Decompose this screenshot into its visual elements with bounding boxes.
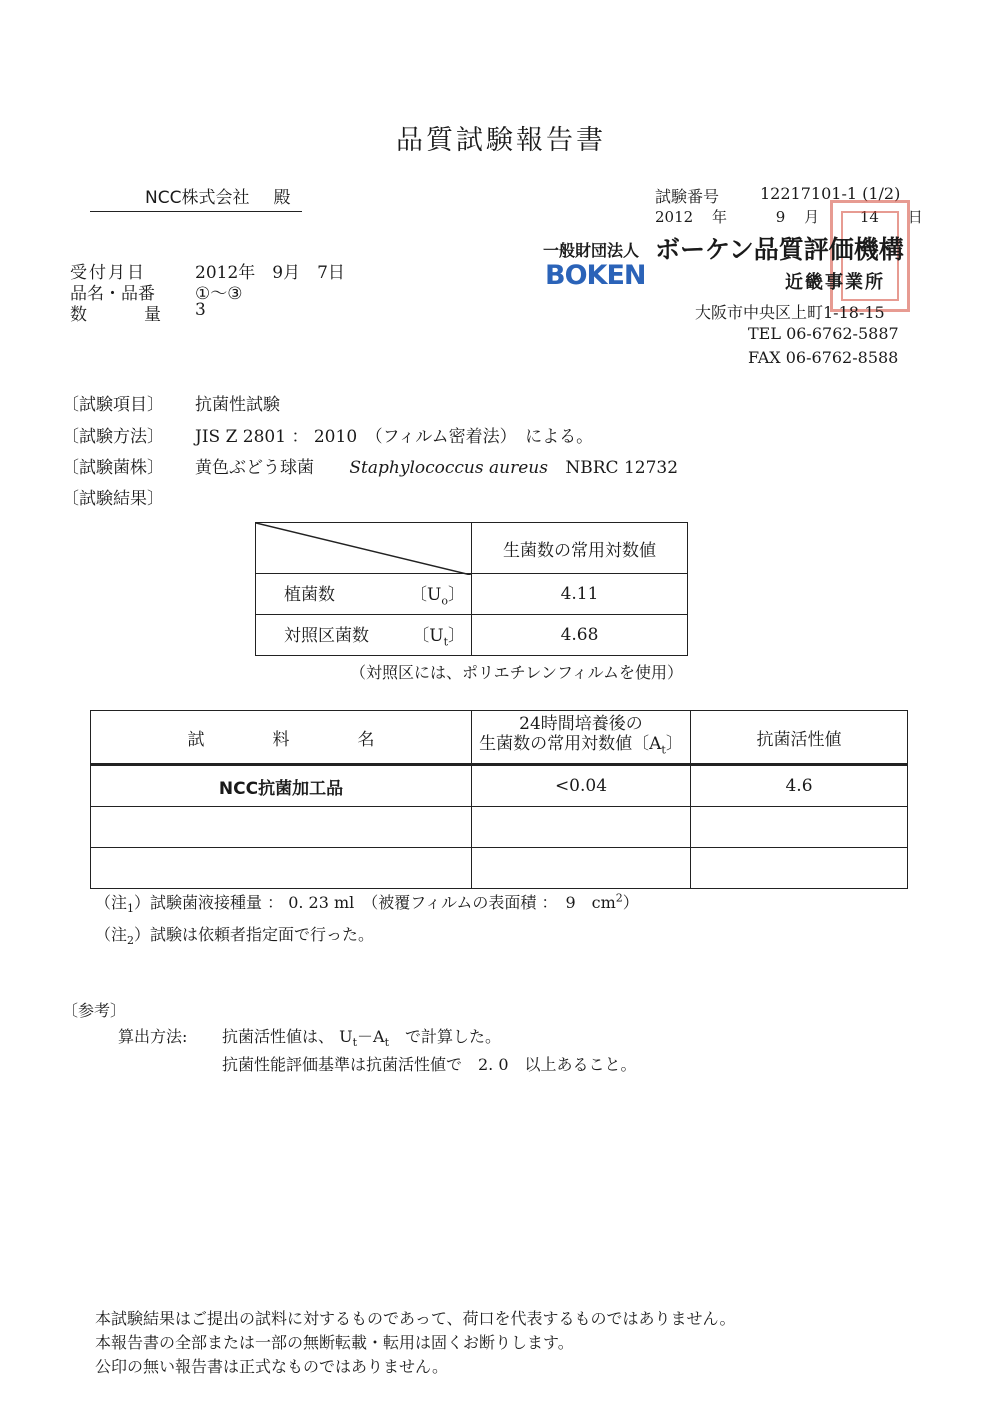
note-1-sup: 2 [615,891,623,905]
control-unit [412,621,465,648]
unit-open: 〔U [410,585,442,606]
test-result-label: 〔試験結果〕 [62,489,164,509]
control-note: （対照区には、ポリエチレンフィルムを使用） [350,663,684,682]
unit-sub: o [441,594,448,608]
report-number-label: 試験番号 [655,187,720,206]
table-row [91,807,908,848]
addressee-name: NCC株式会社 [145,188,250,208]
log-count-header-line2 [472,734,690,760]
report-day: 14 [859,208,879,226]
inoculum-label: 植菌数 [284,585,335,606]
control-label: 対照区菌数 [284,626,369,647]
control-label-cell [256,615,472,656]
criteria: 抗菌性能評価基準は抗菌活性値で 2. 0 以上あること。 [222,1055,637,1074]
footer-line-2: 本報告書の全部または一部の無断転載・転用は固くお断りします。 [95,1333,574,1352]
organism-code: NBRC 12732 [565,458,679,478]
control-header: 生菌数の常用対数値 [472,523,688,574]
log-count-value: <0.04 [472,765,691,807]
activity-value [691,807,908,848]
product-value: ①〜③ [195,284,243,304]
inoculum-label-cell [256,574,472,615]
log-count-header [472,711,691,765]
note-1-sub: 1 [127,902,135,916]
org-tel: TEL 06-6762-5887 [748,324,899,343]
note-1 [95,890,639,915]
receipt-label: 受付月日 [70,263,146,283]
calc-text-c: で計算した。 [388,1027,501,1046]
report-year-unit: 年 [711,208,727,226]
table-row [91,848,908,889]
quantity-value: 3 [195,300,206,320]
calc-text-a: 抗菌活性値は、 U [222,1027,353,1046]
log-count-value [472,848,691,889]
test-organism-label: 〔試験菌株〕 [62,458,164,478]
control-value: 4.68 [472,615,688,656]
activity-header: 抗菌活性値 [691,711,908,765]
page-title: 品質試験報告書 [396,125,606,156]
note-2-text: ）試験は依頼者指定面で行った。 [134,925,375,944]
calc-label: 算出方法: [118,1027,188,1046]
inoculum-unit [410,580,465,607]
note-1-text: ）試験菌液接種量 ： 0. 23 ml （被覆フィルムの表面積 ： 9 cm [134,893,616,912]
quantity-label: 数 量 [70,305,181,325]
org-address: 大阪市中央区上町1-18-15 [695,303,885,322]
receipt-value: 2012年 9月 7日 [195,263,345,283]
table-row [256,615,688,656]
log-count-value [472,807,691,848]
inoculum-value: 4.11 [472,574,688,615]
report-month: 9 [775,208,786,226]
test-item-value: 抗菌性試験 [195,395,280,415]
log-count-header-line1: 24時間培養後の [519,713,643,734]
unit-open: 〔U [412,626,444,647]
sample-name [91,807,472,848]
activity-value: 4.6 [691,765,908,807]
organism-latin: Staphylococcus aureus [349,458,548,478]
test-item-label: 〔試験項目〕 [62,395,164,415]
header-close: 〕 [665,733,683,754]
note-1-prefix: （注 [95,893,128,912]
note-2-sub: 2 [127,934,135,948]
report-day-unit: 日 [907,208,923,226]
note-2-prefix: （注 [95,925,128,944]
note-1-end: ） [622,893,639,912]
org-prefix: 一般財団法人 [543,241,640,260]
control-table [255,522,688,656]
product-label: 品名・品番 [70,284,155,304]
addressee [90,183,302,212]
reference-label: 〔参考〕 [62,1001,127,1020]
control-table-header [256,523,688,574]
table-row [91,765,908,807]
report-number-value: 12217101-1 (1/2) [760,184,901,203]
footer-line-1: 本試験結果はご提出の試料に対するものであって、荷口を代表するものではありません。 [95,1309,736,1328]
org-fax: FAX 06-6762-8588 [748,348,899,367]
note-2 [95,922,374,947]
calc-formula [222,1024,501,1049]
boken-logo: BOKEN [545,260,646,291]
calc-sub-b: t [384,1036,389,1050]
diagonal-line [256,523,471,575]
header-text: 生菌数の常用対数値〔A [479,733,662,754]
calc-sub-a: t [352,1036,357,1050]
sample-name: NCC抗菌加工品 [91,765,472,807]
report-month-unit: 月 [804,208,820,226]
diagonal-cell [256,523,472,574]
footer-line-3: 公印の無い報告書は正式なものではありません。 [95,1357,448,1376]
addressee-honorific: 殿 [273,188,291,208]
table-row [256,574,688,615]
result-table-header [91,711,908,765]
test-method-label: 〔試験方法〕 [62,427,164,447]
test-organism [195,453,678,478]
test-method-value: JIS Z 2801 ： 2010 （フィルム密着法） による。 [195,427,594,447]
report-year: 2012 [655,208,694,226]
org-branch: 近畿事業所 [785,272,885,293]
sample-name [91,848,472,889]
org-name: ボーケン品質評価機構 [655,235,904,264]
unit-sub: t [443,635,448,649]
header-sub: t [661,743,666,757]
calc-text-b: －A [357,1027,385,1046]
unit-close: 〕 [448,585,465,606]
unit-close: 〕 [448,626,465,647]
organism-jp: 黄色ぶどう球菌 [195,458,314,478]
activity-value [691,848,908,889]
sample-name-header: 試 料 名 [91,711,472,765]
result-table [90,710,908,889]
